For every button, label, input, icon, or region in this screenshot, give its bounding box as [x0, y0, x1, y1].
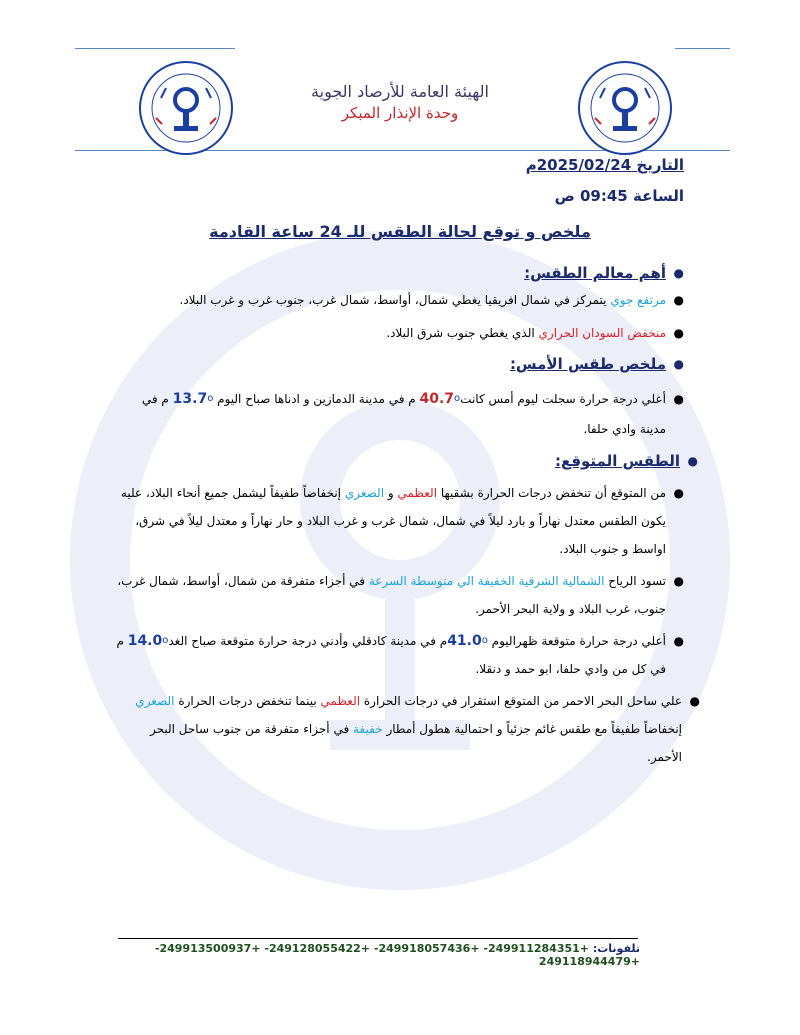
bullet-icon: ● [673, 266, 684, 280]
header-rule-left [75, 48, 235, 49]
section-yesterday: ● ملخص طقس الأمس: [112, 351, 688, 378]
list-item: ● من المتوقع أن تنخفض درجات الحرارة بشقيها العظمي و الصغري إنخفاضاً طفيفاً ليشمل جميع أنحاء البلاد، عليه يكون الطقس معتدل نهاراً و بارد ليلاً في شمال، شمال غرب و غرب البلاد و حار نهاراً و معتدل ليلاً في شرق، اواسط و جنوب البلاد. [112, 479, 688, 563]
bullet-icon: ● [673, 574, 684, 588]
footer-rule [118, 938, 638, 939]
report-time: الساعة 09:45 ص [554, 187, 684, 205]
report-date: التاريخ 2025/02/24م [525, 156, 684, 174]
bullet-icon: ● [689, 694, 700, 708]
org-name: الهيئة العامة للأرصاد الجوية [311, 82, 489, 101]
bullet-icon: ● [673, 392, 684, 406]
report-title: ملخص و توقع لحالة الطقس للـ 24 ساعة القادمة [209, 222, 591, 241]
footer-phones: تلفونات: +249911284351- +249918057436- +249128055422- +249913500937- +249118944479 [154, 942, 640, 968]
list-item: ● علي ساحل البحر الاحمر من المتوقع استقرار في درجات الحرارة العظمي بينما تنخفض درجات الحرارة الصغري إنخفاضاً طفيفاً مع طقس غائم جزئياً و احتمالية هطول أمطار خفيفة في أجزاء متفرقة من جنوب ساحل البحر الأحمر. [112, 687, 704, 771]
bullet-icon: ● [673, 634, 684, 648]
section-weather-features: ● أهم معالم الطقس: [112, 260, 688, 287]
authority-logo-right [575, 58, 675, 158]
report-body [112, 258, 700, 775]
header-rule-right [675, 48, 730, 49]
header-rule-center-bottom [235, 150, 570, 151]
unit-name: وحدة الإنذار المبكر [341, 104, 459, 122]
section-forecast: ● الطقس المتوقع: [112, 448, 702, 475]
list-item: ● أعلي درجة حرارة سجلت ليوم أمس كانت40.7$^o$ م في مدينة الدمازين و ادناها صباح اليوم 13.7$^o$ م في مدينة وادي حلفا. [112, 384, 688, 444]
list-item: ● مرتفع جوي يتمركز في شمال افريقيا يغطي شمال، أواسط، شمال غرب، جنوب غرب و غرب البلاد. [112, 287, 688, 314]
bullet-icon: ● [673, 486, 684, 500]
list-item: ● أعلي درجة حرارة متوقعة ظهراليوم 41.0$^o$م في مدينة كادقلي وأدني درجة حرارة متوقعة صباح الغد14.0$^o$ م في كل من وادي حلفا، ابو حمد و دنقلا. [112, 627, 688, 683]
bullet-icon: ● [673, 293, 684, 307]
bullet-icon: ● [673, 357, 684, 371]
list-item: ● تسود الرياح الشمالية الشرقية الخفيفة الي متوسطة السرعة في أجزاء متفرقة من شمال، أواسط، شمال غرب، جنوب، غرب البلاد و ولاية البحر الأحمر. [112, 567, 688, 623]
authority-logo-left [136, 58, 236, 158]
list-item: ● منخفض السودان الحراري الذي يغطي جنوب شرق البلاد. [112, 320, 688, 347]
bullet-icon: ● [687, 454, 698, 468]
bullet-icon: ● [673, 326, 684, 340]
